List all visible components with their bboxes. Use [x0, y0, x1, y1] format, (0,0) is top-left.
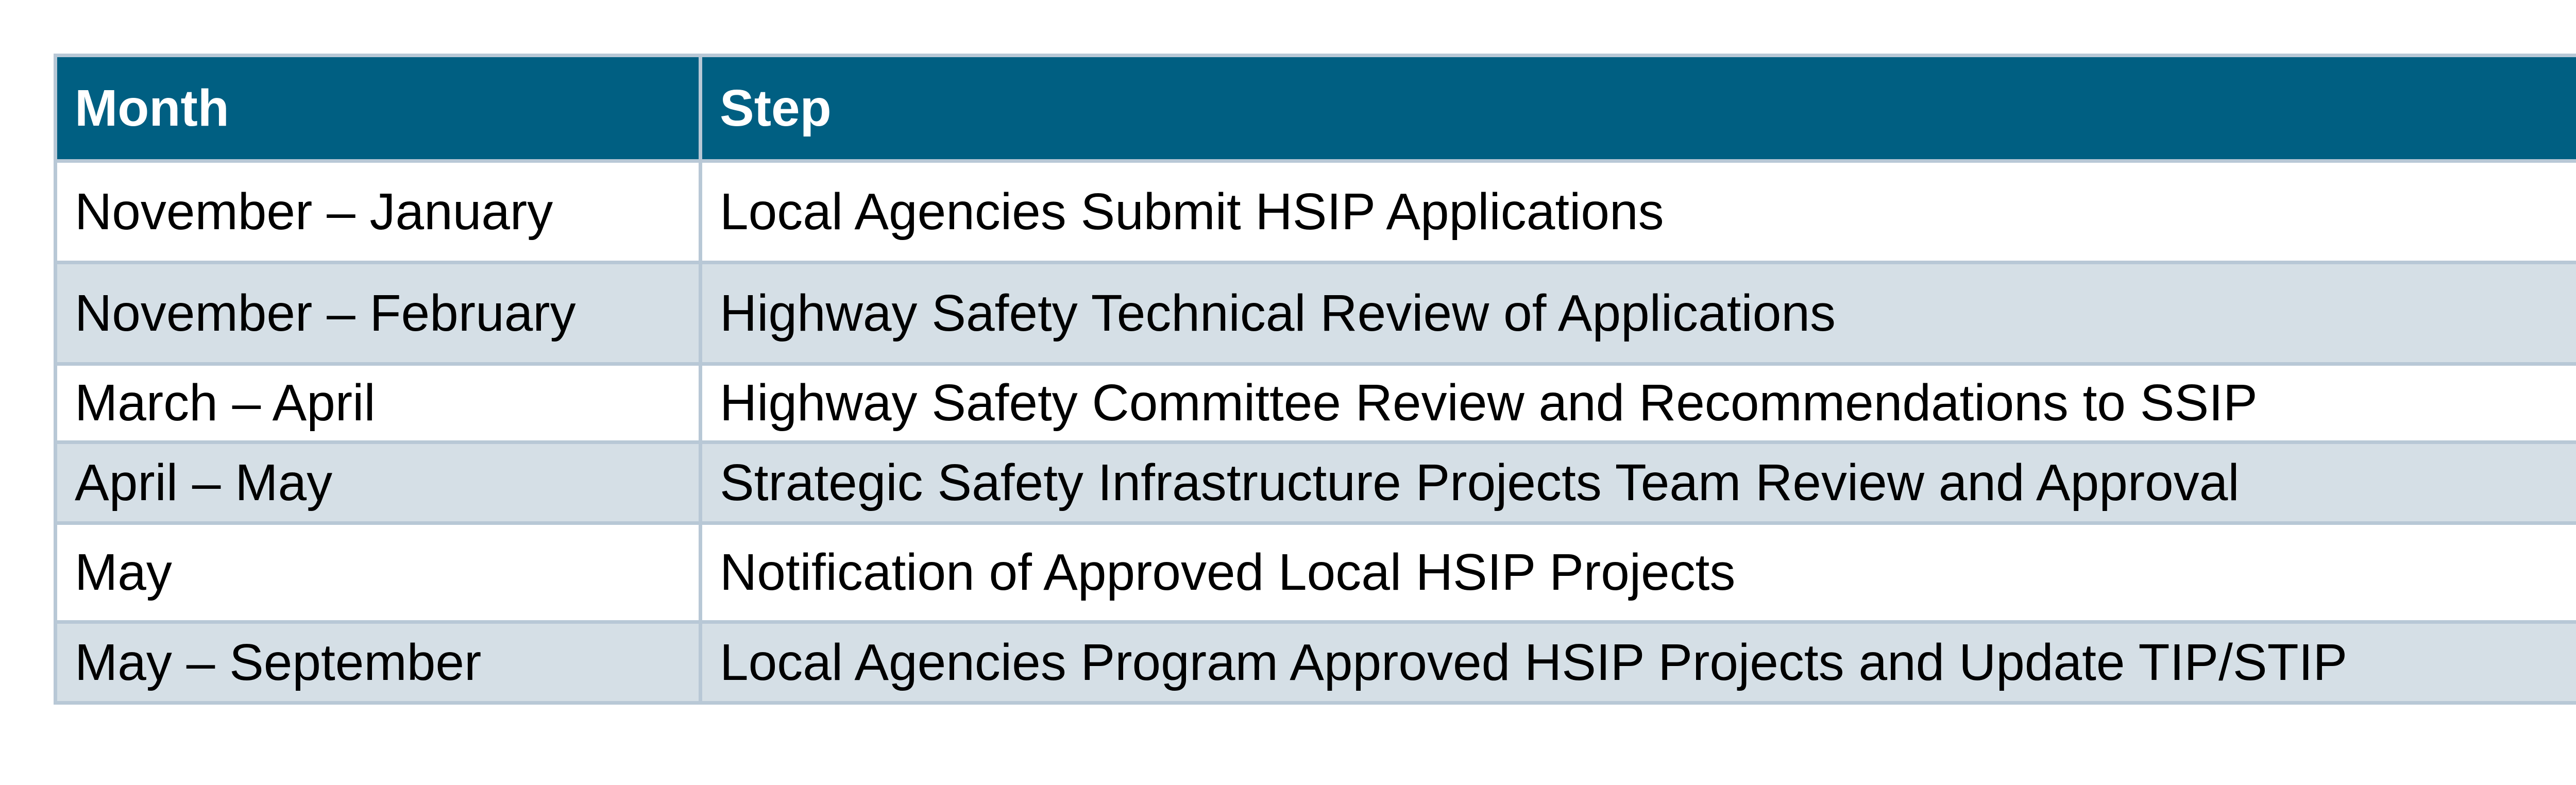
- table-row: [56, 364, 2576, 442]
- month-cell: November – January: [56, 161, 701, 263]
- month-cell: March – April: [56, 364, 701, 442]
- month-cell: November – February: [56, 263, 701, 364]
- table-row: [56, 622, 2576, 703]
- table-row: [56, 523, 2576, 622]
- step-cell: Strategic Safety Infrastructure Projects Team Review and Approval: [701, 442, 2576, 523]
- schedule-table-container: [54, 54, 2576, 705]
- hsip-schedule-table: [54, 54, 2576, 705]
- table-row: [56, 161, 2576, 263]
- month-cell: April – May: [56, 442, 701, 523]
- table-row: [56, 442, 2576, 523]
- column-header-step: Step: [701, 56, 2576, 161]
- step-cell: Highway Safety Committee Review and Recommendations to SSIP: [701, 364, 2576, 442]
- step-cell: Notification of Approved Local HSIP Projects: [701, 523, 2576, 622]
- step-cell: Local Agencies Program Approved HSIP Projects and Update TIP/STIP: [701, 622, 2576, 703]
- table-row: [56, 263, 2576, 364]
- month-cell: May: [56, 523, 701, 622]
- step-cell: Highway Safety Technical Review of Applications: [701, 263, 2576, 364]
- month-cell: May – September: [56, 622, 701, 703]
- step-cell: Local Agencies Submit HSIP Applications: [701, 161, 2576, 263]
- column-header-month: Month: [56, 56, 701, 161]
- table-header-row: [56, 56, 2576, 161]
